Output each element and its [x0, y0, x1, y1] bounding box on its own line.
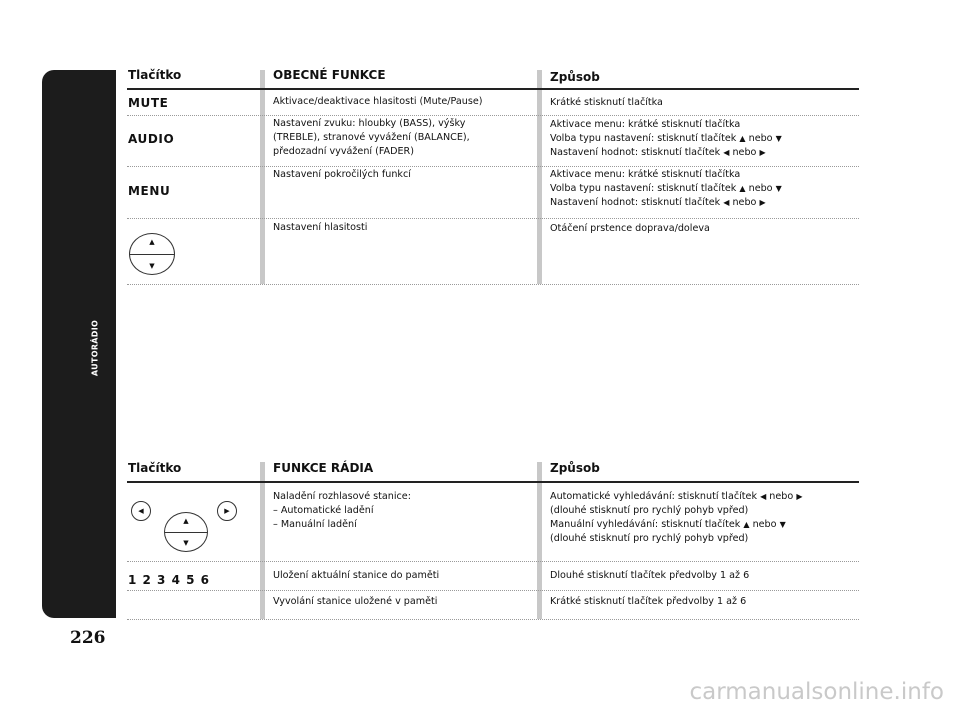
mode-text: Volba typu nastavení: stisknutí tlačítek [550, 183, 737, 194]
mode-cell [550, 222, 710, 236]
right-arrow-icon [759, 198, 765, 207]
down-arrow-icon [776, 184, 782, 193]
function-cell [273, 117, 470, 159]
mode-text: nebo [748, 133, 773, 144]
right-arrow-icon [796, 492, 802, 501]
mode-line: (dlouhé stisknutí pro rychlý pohyb vpřed) [550, 533, 749, 544]
row-rule [127, 590, 859, 591]
page-number: 226 [70, 628, 106, 648]
header-rule [127, 481, 859, 483]
side-section-label: AUTORÁDIO [90, 319, 100, 377]
down-arrow-icon [780, 520, 786, 529]
mode-text: Volba typu nastavení: stisknutí tlačítek [550, 133, 737, 144]
mode-line [550, 182, 782, 196]
mode-cell [550, 595, 746, 609]
header-mode: Způsob [550, 461, 600, 475]
header-rule [127, 88, 859, 90]
row-rule [127, 166, 859, 167]
mode-text: Nastavení hodnot: stisknutí tlačítek [550, 147, 721, 158]
left-button-icon [131, 501, 151, 521]
function-line: Uložení aktuální stanice do paměti [273, 570, 440, 581]
mode-cell [550, 118, 782, 160]
function-line: – Manuální ladění [273, 519, 357, 530]
mode-text: Nastavení hodnot: stisknutí tlačítek [550, 197, 721, 208]
column-divider [537, 70, 542, 284]
function-cell [273, 221, 367, 235]
left-arrow-icon [760, 492, 766, 501]
mode-text: nebo [748, 183, 773, 194]
mode-line: Aktivace menu: krátké stisknutí tlačítka [550, 119, 741, 130]
mode-line [550, 196, 782, 210]
function-line: Nastavení zvuku: hloubky (BASS), výšky [273, 118, 466, 129]
function-line: Aktivace/deaktivace hlasitosti (Mute/Pause) [273, 96, 483, 107]
up-arrow-icon [739, 134, 745, 143]
mode-text: Automatické vyhledávání: stisknutí tlačítek [550, 491, 758, 502]
table-bottom-rule [127, 619, 859, 620]
row-rule [127, 115, 859, 116]
mode-text: nebo [732, 197, 757, 208]
mode-cell [550, 569, 749, 583]
function-line: Naladění rozhlasové stanice: [273, 491, 411, 502]
function-cell [273, 569, 439, 583]
header-button: Tlačítko [128, 461, 182, 475]
down-arrow-icon [776, 134, 782, 143]
mode-line [550, 132, 782, 146]
mode-line [550, 490, 802, 504]
function-cell [273, 168, 411, 182]
mode-text: nebo [732, 147, 757, 158]
function-line: Nastavení pokročilých funkcí [273, 169, 411, 180]
function-line: předozadní vyvážení (FADER) [273, 146, 414, 157]
mode-line [550, 146, 782, 160]
mode-text: nebo [769, 491, 794, 502]
mode-cell [550, 96, 663, 110]
function-line: Nastavení hlasitosti [273, 222, 368, 233]
up-arrow-icon [739, 184, 745, 193]
function-cell [273, 490, 411, 532]
row-rule [127, 218, 859, 219]
right-button-icon [217, 501, 237, 521]
column-divider [260, 462, 265, 619]
header-function: OBECNÉ FUNKCE [273, 68, 386, 82]
mode-line [550, 518, 802, 532]
function-line: Vyvolání stanice uložené v paměti [273, 596, 438, 607]
function-cell [273, 95, 483, 109]
column-divider [260, 70, 265, 284]
mode-cell [550, 490, 802, 546]
function-cell [273, 595, 437, 609]
table-bottom-rule [127, 284, 859, 285]
button-menu: MENU [128, 184, 171, 198]
mode-line: Krátké stisknutí tlačítek předvolby 1 až 6 [550, 596, 747, 607]
function-line: (TREBLE), stranové vyvážení (BALANCE), [273, 132, 470, 143]
right-arrow-icon [759, 148, 765, 157]
button-mute: MUTE [128, 96, 169, 110]
mode-line: Dlouhé stisknutí tlačítek předvolby 1 až 6 [550, 570, 750, 581]
volume-knob-icon [129, 233, 175, 275]
preset-buttons-label: 1 2 3 4 5 6 [128, 573, 210, 587]
row-rule [127, 561, 859, 562]
mode-line: Krátké stisknutí tlačítka [550, 97, 663, 108]
mode-line: Aktivace menu: krátké stisknutí tlačítka [550, 169, 741, 180]
watermark: carmanualsonline.info [689, 679, 944, 705]
header-mode: Způsob [550, 70, 600, 84]
left-arrow-icon [723, 198, 729, 207]
tuning-knob-icon [164, 512, 208, 552]
header-function: FUNKCE RÁDIA [273, 461, 374, 475]
column-divider [537, 462, 542, 619]
header-button: Tlačítko [128, 68, 182, 82]
up-arrow-icon [743, 520, 749, 529]
side-tab [42, 70, 116, 618]
function-line: – Automatické ladění [273, 505, 374, 516]
button-audio: AUDIO [128, 132, 175, 146]
mode-line: (dlouhé stisknutí pro rychlý pohyb vpřed) [550, 505, 749, 516]
mode-line: Otáčení prstence doprava/doleva [550, 223, 710, 234]
left-arrow-icon [723, 148, 729, 157]
mode-cell [550, 168, 782, 210]
mode-text: Manuální vyhledávání: stisknutí tlačítek [550, 519, 741, 530]
mode-text: nebo [752, 519, 777, 530]
